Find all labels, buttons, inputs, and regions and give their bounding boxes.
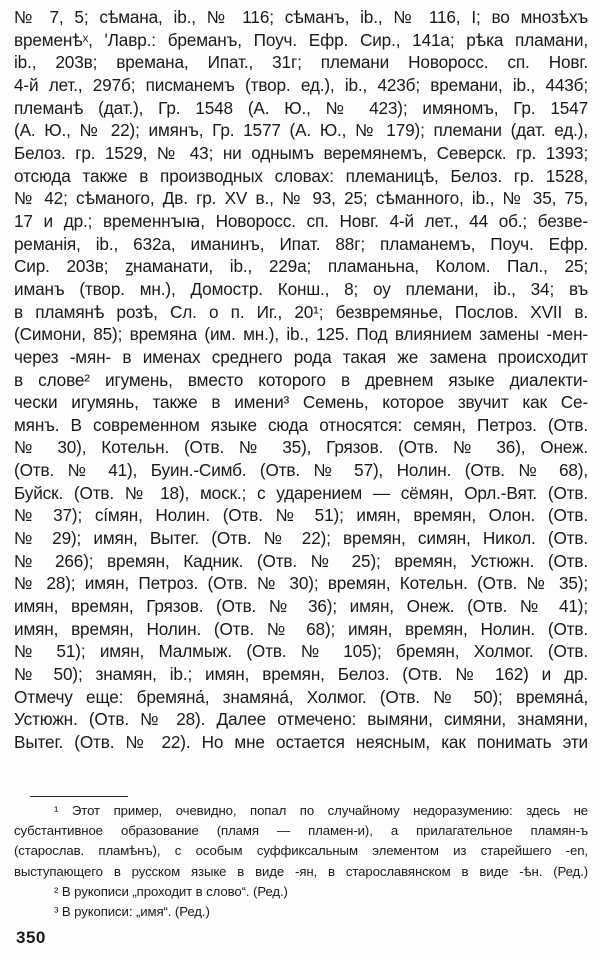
text-line: Белоз. гр. 1529, № 43; ни однымъ веремянемъ, Северск. гр. 1393; bbox=[14, 142, 588, 163]
footnote-divider bbox=[30, 796, 128, 797]
text-line: (А. Ю., № 22); имянъ, Гр. 1577 (А. Ю., № 179); племани (дат. ед.), bbox=[14, 120, 588, 141]
text-line: в слове² игумень, вместо которого в древнем языке диалекти- bbox=[14, 369, 588, 390]
text-line: иманъ (твор. мн.), Домостр. Конш., 8; оу племани, ib., 34; въ bbox=[14, 278, 588, 299]
text-line: имян, времян, Нолин. (Отв. № 68); имян, времян, Нолин. (Отв. bbox=[14, 618, 588, 639]
text-line: 17 и др.; временнꙑꙗ, Новоросс. сп. Новг. 4-й лет., 44 об.; безвe- bbox=[14, 210, 588, 231]
text-line: № 51); имян, Малмыж. (Отв. № 105); бремян, Холмог. (Отв. bbox=[14, 641, 588, 662]
text-line: временѣˣ, ʹЛавр.: бреманъ, Поуч. Ефр. Сир., 141а; рѣка пламани, bbox=[14, 29, 588, 50]
footnote-3: ³ В рукописи: „имя“. (Ред.) bbox=[54, 904, 210, 920]
text-line: № 50); знамян, ib.; имян, времян, Белоз. (Отв. № 162) и др. bbox=[14, 664, 588, 685]
text-line: № 30), Котельн. (Отв. № 35), Грязов. (Отв. № 36), Онеж. bbox=[14, 437, 588, 458]
text-line: № 266); времян, Кадник. (Отв. № 25); времян, Устюжн. (Отв. bbox=[14, 550, 588, 571]
text-line: № 28); имян, Петроз. (Отв. № 30); времян, Котельн. (Отв. № 35); bbox=[14, 573, 588, 594]
text-line: племанѣ (дат.), Гр. 1548 (А. Ю., № 423); имяномъ, Гр. 1547 bbox=[14, 97, 588, 118]
text-line: Буйск. (Отв. № 18), моск.; с ударением — сёмян, Орл.-Вят. (Отв. bbox=[14, 482, 588, 503]
text-line: № 37); сíмян, Нолин. (Отв. № 51); имян, времян, Олон. (Отв. bbox=[14, 505, 588, 526]
text-line: 4-й лет., 297б; писманемъ (твор. ед.), ib., 423б; времани, ib., 443б; bbox=[14, 74, 588, 95]
footnote-1-cont: субстантивное образование (пламя — пламен-и), а прилагательное пламян-ъ bbox=[14, 823, 588, 839]
footnote-2: ² В рукописи „проходит в слово“. (Ред.) bbox=[54, 883, 288, 899]
text-line: № 7, 5; сѣмана, ib., № 116; сѣманъ, ib., № 116, I; во мнозѣхъ bbox=[14, 7, 588, 27]
text-line: Вытег. (Отв. № 22). Но мне остается неясным, как понимать эти bbox=[14, 732, 588, 752]
footnote-1-cont: (старослав. пламѣнъ), с особым суффиксальным элементом из старейшего -еn, bbox=[14, 843, 588, 859]
text-line: чески игумянь, также в имени³ Семень, которое звучит как Се- bbox=[14, 392, 588, 413]
text-line: № 42; сѣманого, Дв. гр. XV в., № 93, 25; сѣманного, ib., № 35, 75, bbox=[14, 188, 588, 209]
text-line: Устюжн. (Отв. № 28). Далее отмечено: вымяни, симяни, знамяни, bbox=[14, 709, 588, 730]
footnote-1-cont: выступающего в русском языке в виде -ян, в старославянском в виде -ѣн. (Ред.) bbox=[14, 863, 588, 879]
text-line: мянъ. В современном языке сюда относятся: семян, Петроз. (Отв. bbox=[14, 414, 588, 435]
main-text bbox=[14, 6, 588, 754]
text-line: в пламянѣ розѣ, Сл. о п. Иг., 20¹; безвремянье, Послов. XVII в. bbox=[14, 301, 588, 322]
text-line: № 29); имян, Вытег. (Отв. № 22); времян, симян, Никол. (Отв. bbox=[14, 528, 588, 549]
text-line: (Отв. № 41), Буин.-Симб. (Отв. № 57), Нолин. (Отв. № 68), bbox=[14, 460, 588, 481]
footnotes bbox=[14, 801, 588, 922]
text-line: ib., 203в; времана, Ипат., 31г; племани Новоросс. сп. Новг. bbox=[14, 52, 588, 73]
text-line: через -мян- в именах среднего рода такая же замена происходит bbox=[14, 346, 588, 367]
text-line: реманія, ib., 632а, иманинъ, Ипат. 88г; пламанемъ, Поуч. Ефр. bbox=[14, 233, 588, 254]
footnote-1: ¹ Этот пример, очевидно, попал по случайному недоразумению: здесь не bbox=[54, 803, 588, 818]
text-line: Отмечу еще: бремяна́, знамяна́, Холмог. (Отв. № 50); времяна́, bbox=[14, 686, 588, 707]
text-line: имян, времян, Грязов. (Отв. № 36); имян, Онеж. (Отв. № 41); bbox=[14, 596, 588, 617]
text-line: отсюда также в производных словах: племаницѣ, Белоз. гр. 1528, bbox=[14, 165, 588, 186]
page-number: 350 bbox=[16, 928, 46, 947]
text-line: Сир. 203в; ꙁнаманати, ib., 229а; пламаньна, Колом. Пал., 25; bbox=[14, 256, 588, 277]
text-line: (Симони, 85); времяна (им. мн.), ib., 125. Под влиянием замены -мен- bbox=[14, 324, 588, 345]
